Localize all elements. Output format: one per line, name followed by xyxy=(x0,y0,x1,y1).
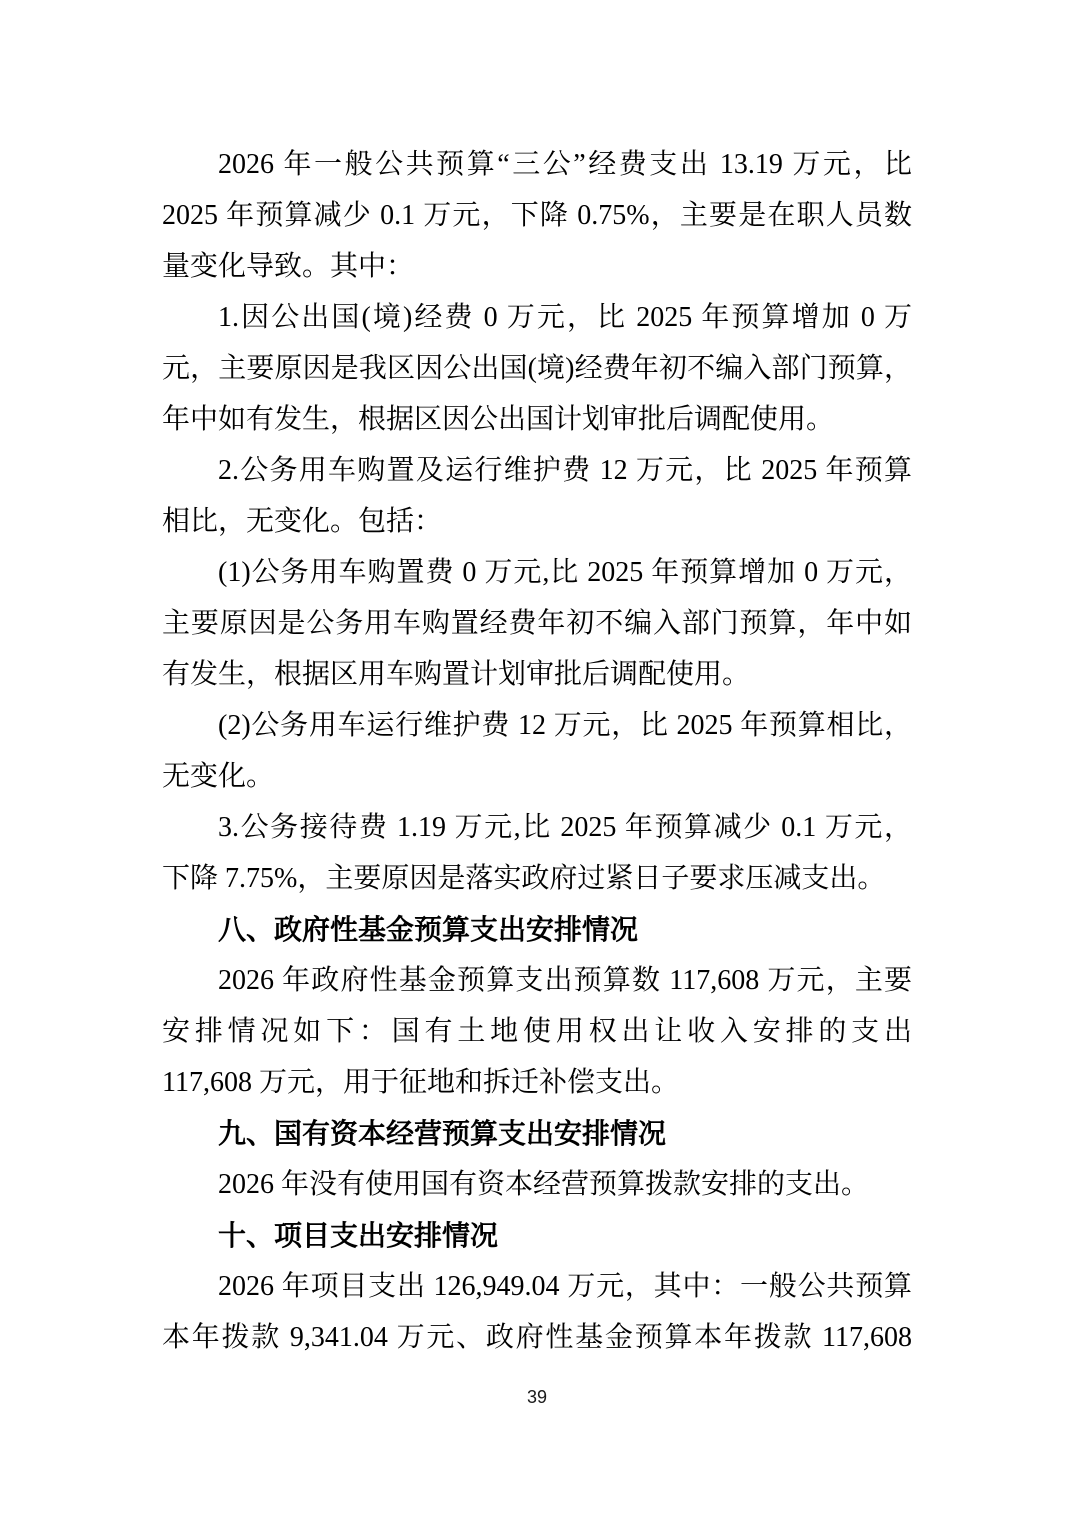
paragraph xyxy=(162,700,912,802)
text-line: 元，主要原因是我区因公出国(境)经费年初不编入部门预算， xyxy=(162,353,912,384)
paragraph xyxy=(162,1261,912,1363)
section-heading xyxy=(162,904,912,955)
paragraph xyxy=(162,1159,912,1210)
heading-line: 九、国有资本经营预算支出安排情况 xyxy=(218,1118,667,1149)
text-line: 117,608 万元，用于征地和拆迁补偿支出。 xyxy=(162,1067,679,1098)
page-number: 39 xyxy=(526,1387,548,1407)
text-line: 2026 年政府性基金预算支出预算数 117,608 万元，主要 xyxy=(218,965,912,996)
text-line: 1.因公出国(境)经费 0 万元，比 2025 年预算增加 0 万 xyxy=(218,302,912,333)
text-line: 3.公务接待费 1.19 万元,比 2025 年预算减少 0.1 万元， xyxy=(218,812,912,843)
text-line: 2.公务用车购置及运行维护费 12 万元，比 2025 年预算 xyxy=(218,455,912,486)
text-line: 安排情况如下：国有土地使用权出让收入安排的支出 xyxy=(162,1016,912,1047)
text-line: 有发生，根据区用车购置计划审批后调配使用。 xyxy=(162,659,751,690)
text-line: 量变化导致。其中： xyxy=(162,251,415,282)
text-line: 本年拨款 9,341.04 万元、政府性基金预算本年拨款 117,608 xyxy=(162,1322,912,1353)
document-body xyxy=(162,139,912,1363)
text-line: 年中如有发生，根据区因公出国计划审批后调配使用。 xyxy=(162,404,835,435)
text-line: 下降 7.75%，主要原因是落实政府过紧日子要求压减支出。 xyxy=(162,863,886,894)
section-heading xyxy=(162,1210,912,1261)
heading-line: 八、政府性基金预算支出安排情况 xyxy=(218,914,639,945)
section-heading xyxy=(162,1108,912,1159)
text-line: (1)公务用车购置费 0 万元,比 2025 年预算增加 0 万元， xyxy=(218,557,912,588)
heading-line: 十、项目支出安排情况 xyxy=(218,1220,499,1251)
text-line: 2026 年项目支出 126,949.04 万元，其中：一般公共预算 xyxy=(218,1271,912,1302)
paragraph xyxy=(162,445,912,547)
text-line: (2)公务用车运行维护费 12 万元，比 2025 年预算相比， xyxy=(218,710,912,741)
text-line: 无变化。 xyxy=(162,761,275,792)
text-line: 2026 年没有使用国有资本经营预算拨款安排的支出。 xyxy=(218,1169,870,1200)
text-line: 2025 年预算减少 0.1 万元，下降 0.75%，主要是在职人员数 xyxy=(162,200,912,231)
text-line: 相比，无变化。包括： xyxy=(162,506,443,537)
paragraph xyxy=(162,955,912,1108)
text-line: 主要原因是公务用车购置经费年初不编入部门预算，年中如 xyxy=(162,608,912,639)
text-line: 2026 年一般公共预算“三公”经费支出 13.19 万元，比 xyxy=(218,149,912,180)
paragraph xyxy=(162,547,912,700)
paragraph xyxy=(162,292,912,445)
paragraph xyxy=(162,802,912,904)
paragraph xyxy=(162,139,912,292)
